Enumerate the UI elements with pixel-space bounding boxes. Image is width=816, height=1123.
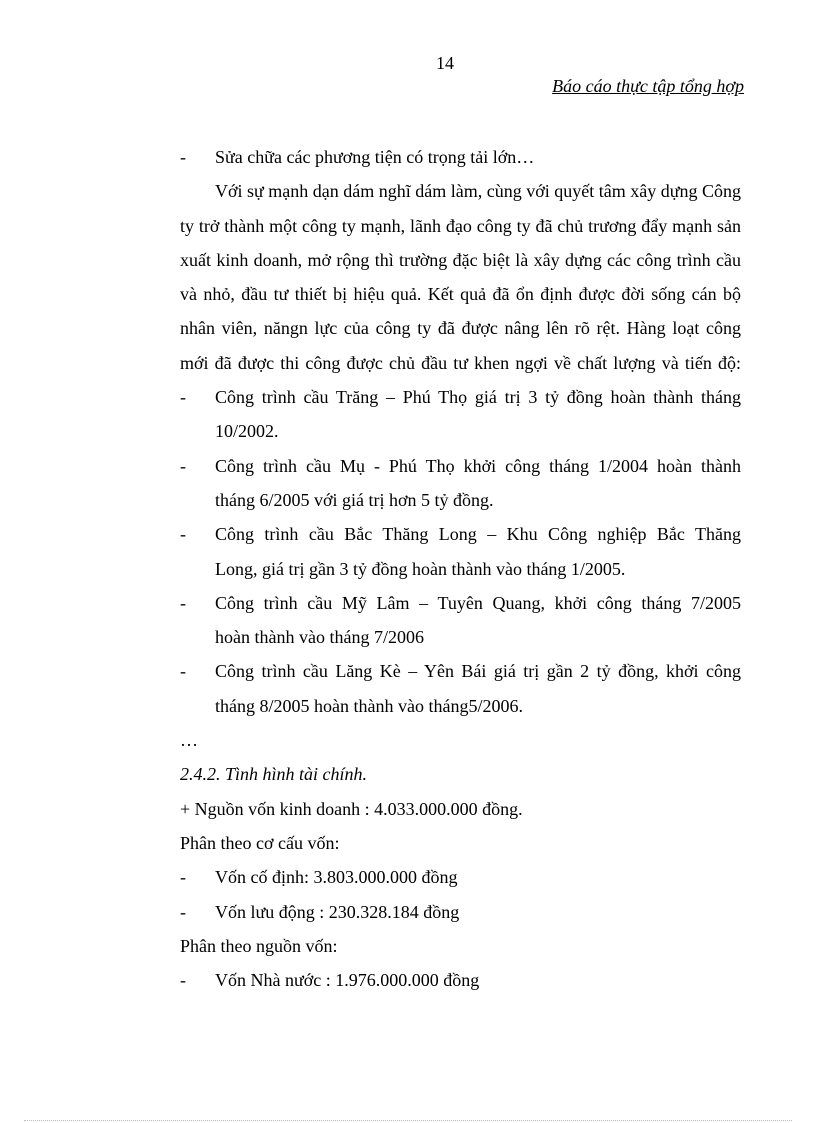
project-item <box>180 586 741 655</box>
bullet-item <box>180 140 741 174</box>
bullet-dash: - <box>180 867 186 888</box>
section-heading: 2.4.2. Tình hình tài chính. <box>180 764 368 785</box>
page-bottom-divider <box>24 1120 792 1121</box>
project-item <box>180 449 741 518</box>
paragraph-line: Với sự mạnh dạn dám nghĩ dám làm, cùng với quyết tâm xây dựng Công <box>215 181 741 202</box>
project-item <box>180 654 741 723</box>
fixed-capital-item <box>180 860 741 894</box>
working-capital-text: Vốn lưu động : 230.328.184 đồng <box>215 901 460 922</box>
paragraph-line: ty trở thành một công ty mạnh, lãnh đạo công ty đã chủ trương đẩy mạnh sản <box>180 215 741 236</box>
project-line-1: Công trình cầu Lăng Kè – Yên Bái giá trị gần 2 tỷ đồng, khởi công <box>215 661 741 682</box>
bullet-dash: - <box>180 901 186 922</box>
page-number: 14 <box>436 53 454 73</box>
document-body <box>180 140 741 997</box>
bullet-dash: - <box>180 524 186 545</box>
project-line-2: 10/2002. <box>215 421 279 442</box>
project-item <box>180 380 741 449</box>
project-line-1: Công trình cầu Trăng – Phú Thọ giá trị 3 tỷ đồng hoàn thành tháng <box>215 387 741 408</box>
bullet-dash: - <box>180 592 186 613</box>
state-capital-item <box>180 963 741 997</box>
project-line-2: tháng 6/2005 với giá trị hơn 5 tỷ đồng. <box>215 489 494 510</box>
paragraph-line: mới đã được thi công được chủ đầu tư khen ngợi về chất lượng và tiến độ: <box>180 352 741 373</box>
bullet-dash: - <box>180 387 186 408</box>
project-line-2: Long, giá trị gần 3 tỷ đồng hoàn thành vào tháng 1/2005. <box>215 558 626 579</box>
project-line-1: Công trình cầu Mụ - Phú Thọ khởi công tháng 1/2004 hoàn thành <box>215 455 741 476</box>
ellipsis: … <box>180 730 198 751</box>
bullet-dash: - <box>180 970 186 991</box>
paragraph-line: và nhỏ, đầu tư thiết bị hiệu quả. Kết quả đã ổn định được đời sống cán bộ <box>180 284 741 305</box>
paragraph-line: xuất kinh doanh, mở rộng thì trường đặc biệt là xây dựng các công trình cầu <box>180 249 741 270</box>
working-capital-item <box>180 895 741 929</box>
bullet-dash: - <box>180 455 186 476</box>
structure-label: Phân theo cơ cấu vốn: <box>180 832 340 853</box>
project-line-2: hoàn thành vào tháng 7/2006 <box>215 627 424 648</box>
project-line-1: Công trình cầu Mỹ Lâm – Tuyên Quang, khởi công tháng 7/2005 <box>215 592 741 613</box>
paragraph-line: nhân viên, năngn lực của công ty đã được nâng lên rõ rệt. Hàng loạt công <box>180 318 741 339</box>
state-capital-text: Vốn Nhà nước : 1.976.000.000 đồng <box>215 970 480 991</box>
fixed-capital-text: Vốn cố định: 3.803.000.000 đồng <box>215 867 458 888</box>
bullet-dash: - <box>180 661 186 682</box>
bullet-dash: - <box>180 147 186 167</box>
project-line-1: Công trình cầu Bắc Thăng Long – Khu Công nghiệp Bắc Thăng <box>215 524 741 545</box>
capital-total: + Nguồn vốn kinh doanh : 4.033.000.000 đồng. <box>180 798 523 819</box>
bullet-text: Sửa chữa các phương tiện có trọng tải lớn… <box>215 147 535 167</box>
project-line-2: tháng 8/2005 hoàn thành vào tháng5/2006. <box>215 695 523 716</box>
source-label: Phân theo nguồn vốn: <box>180 935 338 956</box>
running-header-title: Báo cáo thực tập tổng hợp <box>552 76 744 96</box>
project-item <box>180 517 741 586</box>
